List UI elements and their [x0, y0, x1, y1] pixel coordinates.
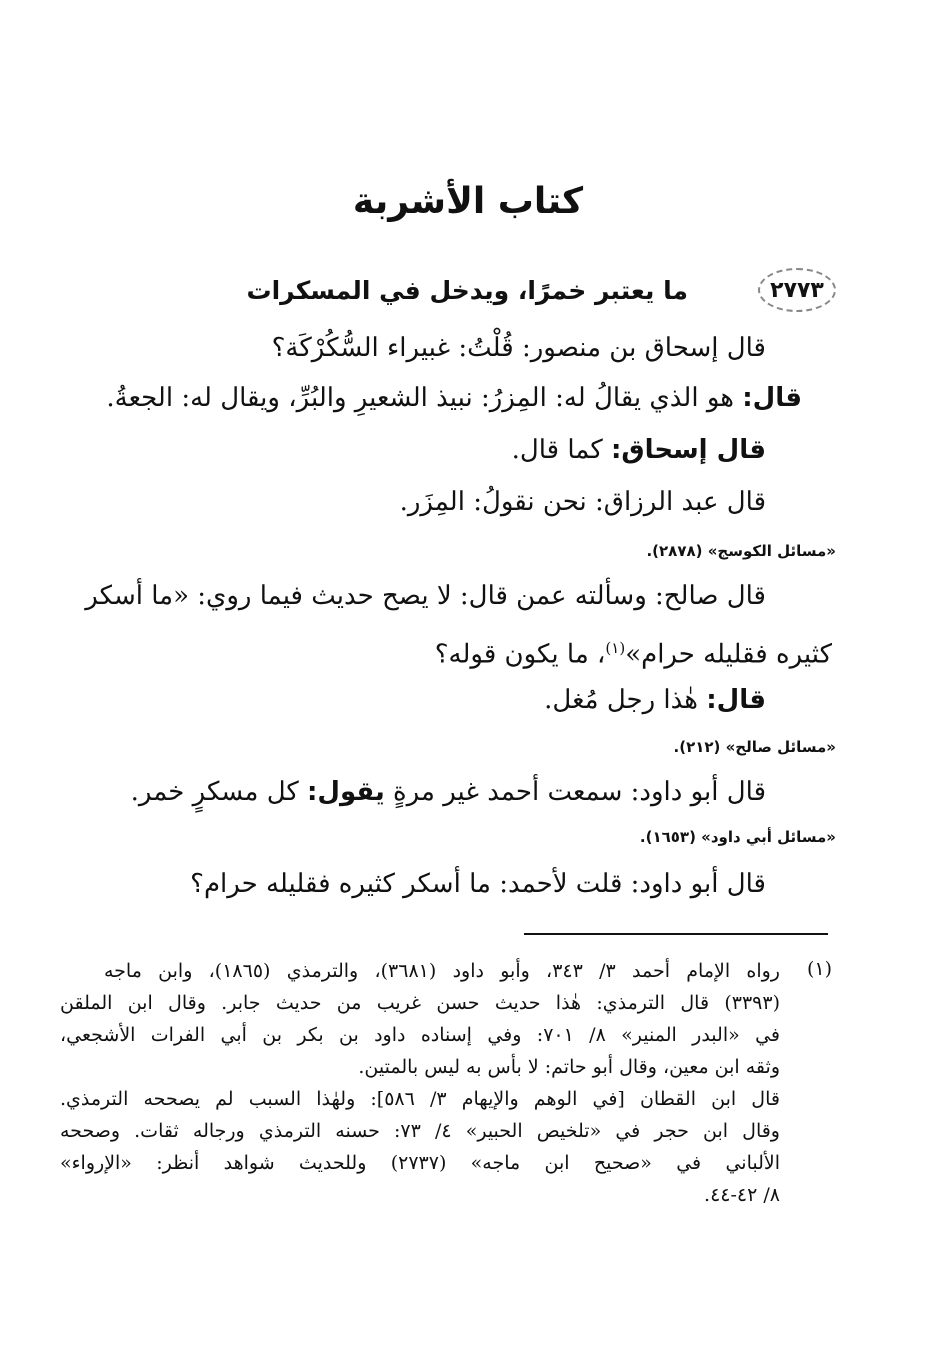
paragraph-text: قال إسحاق بن منصور: قُلْتُ: غبيراء السُّكُرْكَة؟: [271, 333, 766, 363]
paragraph-lead: قال:: [706, 685, 766, 715]
paragraph-text: قال عبد الرزاق: نحن نقولُ: المِزَر.: [399, 487, 766, 517]
paragraph-text: كثيره فقليله حرام»: [625, 639, 832, 670]
chapter-number-badge: ٢٧٧٣: [758, 268, 836, 312]
paragraph-line: [106, 380, 802, 416]
paragraph-lead: قال إسحاق:: [610, 435, 766, 465]
footnote-line: رواه الإمام أحمد ٣/ ٣٤٣، وأبو داود (٣٦٨١)، والترمذي (١٨٦٥)، وابن ماجه: [104, 960, 780, 982]
footnote-line: في «البدر المنير» ٨/ ٧٠١: وفي إسناده داود بن بكر بن أبي الفرات الأشجعي،: [60, 1024, 780, 1046]
paragraph-text: هٰذا رجل مُغل.: [544, 685, 707, 715]
paragraph-line: [544, 682, 766, 718]
book-title: كتاب الأشربة: [352, 181, 584, 222]
paragraph-line: [435, 630, 832, 673]
paragraph-text: كما قال.: [511, 435, 611, 465]
footnote-divider: [524, 933, 828, 935]
footnote-line: قال ابن القطان [في الوهم والإيهام ٣/ ٥٨٦]: ولهٰذا السبب لم يصححه الترمذي.: [60, 1088, 780, 1110]
chapter-heading: [96, 268, 836, 312]
footnote-line: وقال ابن حجر في «تلخيص الحبير» ٤/ ٧٣: حسنه الترمذي ورجاله ثقات. وصححه: [60, 1120, 780, 1142]
footnote-line: ٨/ ٤٢-٤٤.: [704, 1184, 780, 1206]
paragraph-line: [400, 484, 766, 520]
paragraph-line: قال أبو داود: قلت لأحمد: ما أسكر كثيره فقليله حرام؟: [190, 869, 766, 899]
paragraph-text: قال أبو داود: سمعت أحمد غير مرةٍ: [384, 777, 766, 807]
footnote-line: (٣٣٩٣) قال الترمذي: هٰذا حديث حسن غريب من حديث جابر. وقال ابن الملقن: [60, 992, 780, 1014]
paragraph-text: هو الذي يقالُ له: المِزرُ: نبيذ الشعيرِ والبُرِّ، ويقال له: الجعةُ.: [106, 383, 743, 413]
source-citation: «مسائل الكوسج» (٢٨٧٨).: [646, 542, 836, 560]
source-citation: «مسائل أبي داود» (١٦٥٣).: [639, 828, 836, 846]
paragraph-text: ، ما يكون قوله؟: [434, 639, 606, 670]
chapter-title: ما يعتبر خمرًا، ويدخل في المسكرات: [246, 275, 688, 305]
footnote-number: (١): [806, 958, 832, 980]
source-citation: «مسائل صالح» (٢١٢).: [673, 738, 836, 756]
paragraph-lead: قال:: [742, 383, 802, 413]
footnote-ref: (١): [605, 639, 626, 657]
paragraph-line: [131, 774, 766, 810]
paragraph-line: قال صالح: وسألته عمن قال: لا يصح حديث فيما روي: «ما أسكر: [85, 581, 766, 611]
paragraph-line: [272, 330, 766, 366]
paragraph-text: كل مسكرٍ خمر.: [130, 777, 308, 807]
footnote-line: الألباني في «صحيح ابن ماجه» (٢٧٣٧) وللحديث شواهد أنظر: «الإرواء»: [60, 1152, 780, 1174]
paragraph-bold: يقول:: [307, 777, 385, 807]
paragraph-line: [512, 432, 766, 468]
footnote-line: وثقه ابن معين، وقال أبو حاتم: لا بأس به ليس بالمتين.: [358, 1056, 780, 1078]
